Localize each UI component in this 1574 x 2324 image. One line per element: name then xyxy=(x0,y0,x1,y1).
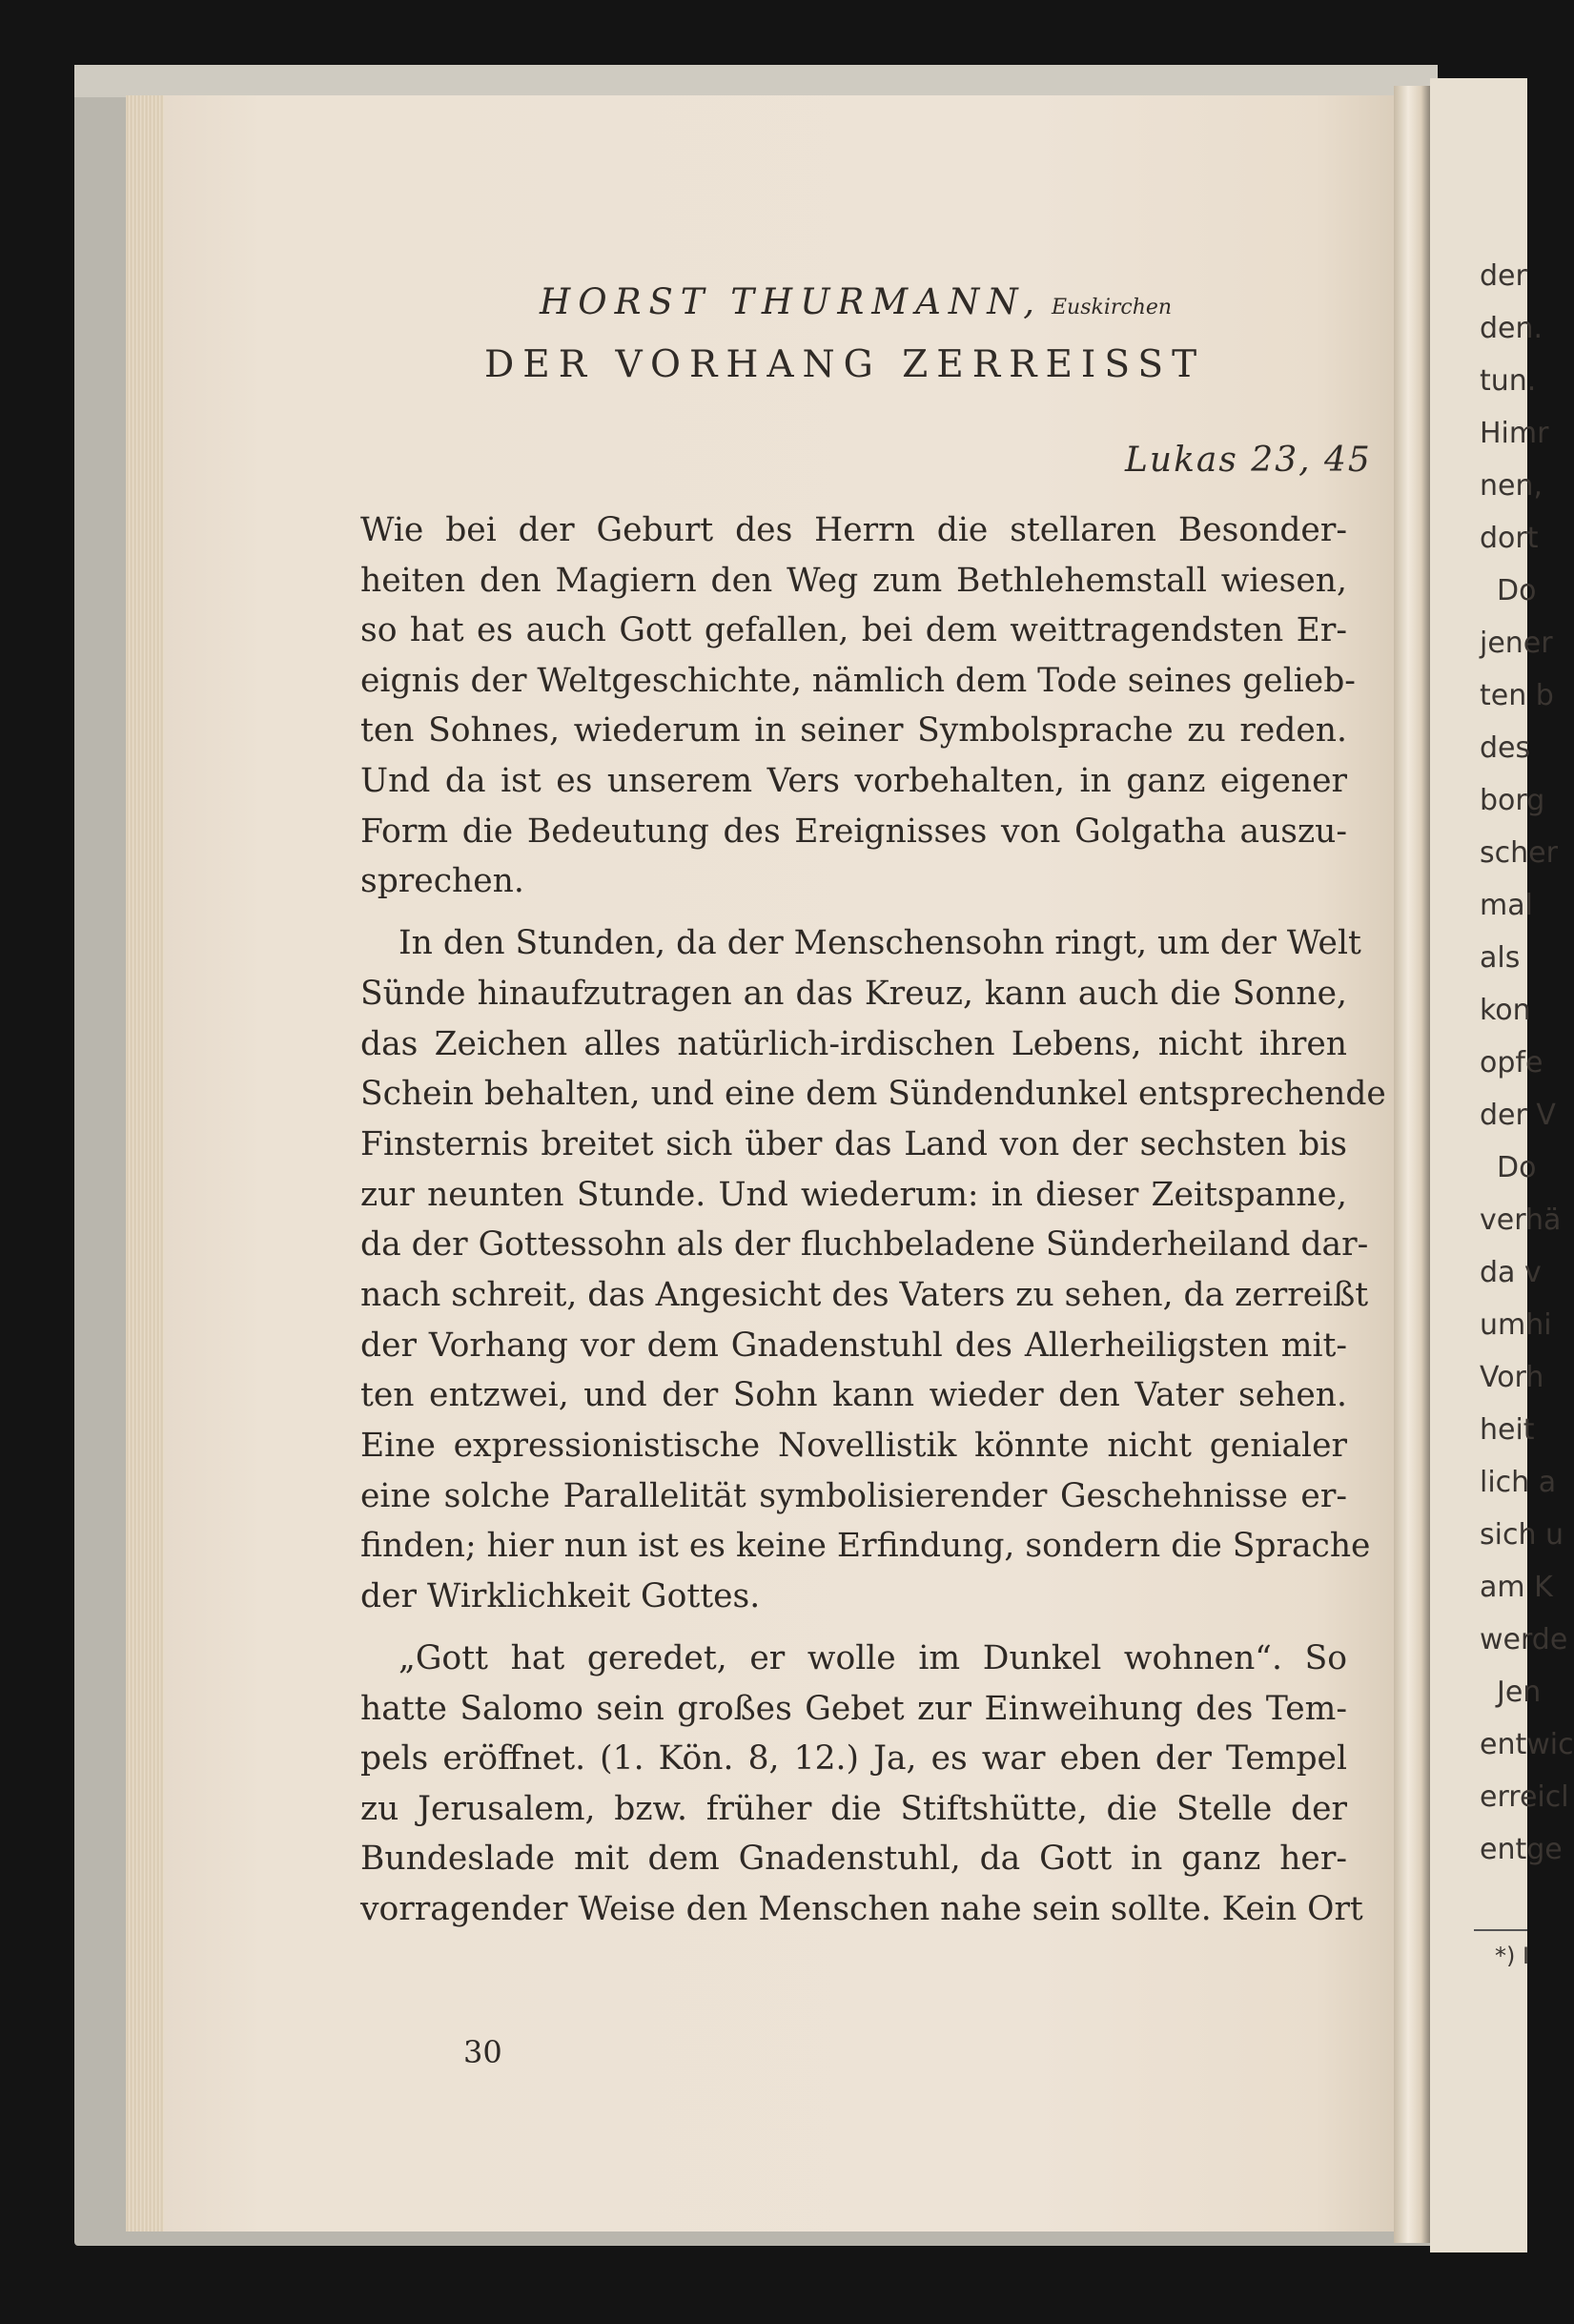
author-line xyxy=(540,281,1172,322)
body-line: Sünde hinaufzutragen an das Kreuz, kann auch die Sonne, xyxy=(360,975,1347,1013)
facing-line: ten b xyxy=(1480,679,1554,712)
body-line: eignis der Weltgeschichte, nämlich dem Tode seines gelieb- xyxy=(360,662,1356,700)
facing-line: werde xyxy=(1480,1623,1568,1656)
body-line: der Vorhang vor dem Gnadenstuhl des Allerheiligsten mit- xyxy=(360,1327,1347,1365)
facing-line: lich a xyxy=(1480,1466,1557,1499)
body-line: ten Sohnes, wiederum in seiner Symbolsprache zu reden. xyxy=(360,711,1347,750)
facing-line: den. xyxy=(1480,312,1543,345)
author-name: HORST THURMANN, xyxy=(540,281,1042,322)
footnote-fragment: *) I xyxy=(1495,1943,1530,1969)
facing-line: sich u xyxy=(1480,1518,1564,1552)
footnote-rule xyxy=(1474,1929,1527,1931)
facing-line: Do xyxy=(1497,1151,1537,1184)
facing-line: jener xyxy=(1480,627,1553,660)
body-line: zu Jerusalem, bzw. früher die Stiftshütte, die Stelle der xyxy=(360,1790,1347,1828)
facing-line: Vorh xyxy=(1480,1361,1544,1394)
facing-line: scher xyxy=(1480,836,1558,870)
facing-line: des xyxy=(1480,731,1531,765)
facing-line: tun. xyxy=(1480,364,1537,398)
facing-line: als xyxy=(1480,941,1521,975)
facing-line: erreicl xyxy=(1480,1780,1569,1814)
body-line: Finsternis breitet sich über das Land von der sechsten bis xyxy=(360,1125,1347,1163)
body-line: Eine expressionistische Novellistik könnte nicht genialer xyxy=(360,1427,1347,1465)
facing-line: entge xyxy=(1480,1833,1563,1866)
facing-line: kon xyxy=(1480,994,1531,1027)
facing-line: borg xyxy=(1480,784,1545,817)
body-line: eine solche Parallelität symbolisierender Geschehnisse er- xyxy=(360,1477,1347,1515)
facing-line: opfe xyxy=(1480,1046,1543,1080)
body-line: der Wirklichkeit Gottes. xyxy=(360,1577,761,1615)
body-line: Bundeslade mit dem Gnadenstuhl, da Gott in ganz her- xyxy=(360,1840,1347,1878)
facing-line: mal xyxy=(1480,889,1533,922)
facing-line: umhi xyxy=(1480,1308,1552,1342)
body-line: „Gott hat geredet, er wolle im Dunkel wohnen“. So xyxy=(399,1639,1347,1677)
facing-line: am K xyxy=(1480,1571,1553,1604)
body-line: Schein behalten, und eine dem Sündendunkel entsprechende xyxy=(360,1075,1386,1113)
body-line: ten entzwei, und der Sohn kann wieder den Vater sehen. xyxy=(360,1376,1347,1414)
author-place: Euskirchen xyxy=(1051,296,1173,319)
book-cover-top-edge xyxy=(74,65,1438,97)
body-line: zur neunten Stunde. Und wiederum: in dieser Zeitspanne, xyxy=(360,1176,1347,1214)
facing-line: der V xyxy=(1480,1099,1556,1132)
book-gutter xyxy=(1394,86,1430,2243)
body-line: Wie bei der Geburt des Herrn die stellaren Besonder- xyxy=(360,511,1347,549)
body-line: Und da ist es unserem Vers vorbehalten, in ganz eigener xyxy=(360,762,1347,800)
facing-line: entwic xyxy=(1480,1728,1574,1761)
facing-line: heit xyxy=(1480,1413,1535,1447)
scripture-reference: Lukas 23, 45 xyxy=(1125,441,1372,480)
page-number: 30 xyxy=(463,2034,502,2070)
body-line: da der Gottessohn als der fluchbeladene Sünderheiland dar- xyxy=(360,1225,1369,1264)
body-line: Form die Bedeutung des Ereignisses von Golgatha auszu- xyxy=(360,812,1347,851)
body-line: sprechen. xyxy=(360,862,524,900)
body-line: das Zeichen alles natürlich-irdischen Lebens, nicht ihren xyxy=(360,1025,1347,1063)
body-line: In den Stunden, da der Menschensohn ringt, um der Welt xyxy=(399,924,1361,962)
body-line: finden; hier nun ist es keine Erfindung, sondern die Sprache xyxy=(360,1527,1371,1565)
facing-line: der xyxy=(1480,259,1527,293)
facing-line: Do xyxy=(1497,574,1537,607)
body-line: vorragender Weise den Menschen nahe sein sollte. Kein Ort xyxy=(360,1890,1363,1928)
body-line: nach schreit, das Angesicht des Vaters zu sehen, da zerreißt xyxy=(360,1276,1369,1314)
facing-line: da v xyxy=(1480,1256,1542,1289)
article-title: DER VORHANG ZERREISST xyxy=(484,343,1206,386)
body-line: pels eröffnet. (1. Kön. 8, 12.) Ja, es war eben der Tempel xyxy=(360,1739,1347,1778)
facing-page xyxy=(1430,78,1574,2252)
body-line: hatte Salomo sein großes Gebet zur Einweihung des Tem- xyxy=(360,1690,1347,1728)
facing-line: Himr xyxy=(1480,417,1549,450)
facing-line: dort xyxy=(1480,522,1539,555)
facing-line: verhä xyxy=(1480,1203,1562,1237)
body-line: so hat es auch Gott gefallen, bei dem weittragendsten Er- xyxy=(360,611,1347,649)
facing-line: nen, xyxy=(1480,469,1543,503)
facing-line: Jen xyxy=(1497,1676,1542,1709)
body-line: heiten den Magiern den Weg zum Bethlehemstall wiesen, xyxy=(360,562,1347,600)
